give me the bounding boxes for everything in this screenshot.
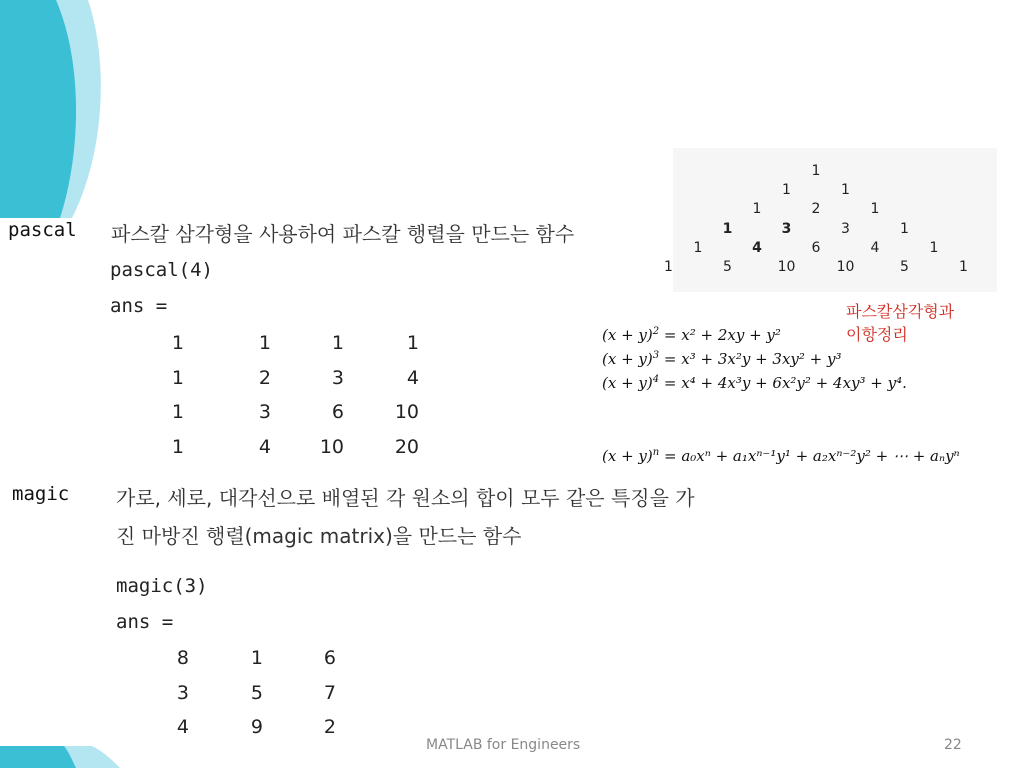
- matrix-cell: 10: [319, 435, 344, 458]
- matrix-cell: 1: [258, 332, 271, 355]
- triangle-number: 6: [811, 239, 821, 256]
- magic-description-line1: 가로, 세로, 대각선으로 배열된 각 원소의 합이 모두 같은 특징을 가: [116, 486, 695, 510]
- matrix-cell: 4: [258, 435, 271, 458]
- matrix-cell: 3: [258, 401, 271, 424]
- matrix-cell: 5: [250, 681, 263, 704]
- matrix-cell: 4: [176, 716, 189, 739]
- triangle-caption-line1: 파스칼삼각형과: [846, 302, 955, 321]
- matrix-row: [176, 641, 336, 676]
- footer-title: MATLAB for Engineers: [426, 737, 581, 753]
- triangle-number: 1: [929, 239, 939, 256]
- matrix-row: [170, 430, 419, 465]
- triangle-number: 1: [752, 201, 762, 218]
- pascal-call: pascal(4): [110, 259, 213, 281]
- triangle-number: 1: [959, 259, 968, 275]
- decorative-swoosh: [0, 0, 130, 230]
- triangle-number: 1: [811, 163, 821, 179]
- binomial-equation-3: [602, 350, 842, 368]
- matrix-row: [176, 676, 336, 711]
- pascal-ans-label: ans =: [110, 295, 168, 317]
- matrix-cell: 2: [258, 366, 271, 389]
- equation-lhs: (x + y): [602, 350, 653, 368]
- triangle-number: 1: [900, 220, 909, 237]
- matrix-cell: 1: [406, 332, 419, 355]
- matrix-cell: 3: [176, 681, 189, 704]
- triangle-number: 1: [841, 182, 850, 199]
- equation-rhs: = x³ + 3x²y + 3xy² + y³: [663, 350, 842, 368]
- equation-exponent: 4: [652, 374, 660, 385]
- pascal-description: 파스칼 삼각형을 사용하여 파스칼 행렬을 만드는 함수: [111, 222, 575, 246]
- matrix-row: [170, 361, 419, 396]
- page-number: 22: [944, 737, 962, 753]
- magic-description-line2: 진 마방진 행렬(magic matrix)을 만드는 함수: [116, 524, 522, 548]
- matrix-cell: 8: [176, 647, 189, 670]
- matrix-cell: 10: [394, 401, 419, 424]
- triangle-number: 1: [722, 220, 733, 237]
- equation-rhs: = x⁴ + 4x³y + 6x²y² + 4xy³ + y⁴.: [663, 374, 907, 392]
- matrix-cell: 20: [394, 435, 419, 458]
- matrix-cell: 1: [171, 332, 184, 355]
- matrix-cell: 7: [323, 681, 336, 704]
- pascal-function-name: pascal: [8, 219, 77, 241]
- triangle-number: 5: [900, 259, 909, 275]
- matrix-cell: 1: [171, 401, 184, 424]
- triangle-number: 1: [870, 201, 880, 218]
- equation-lhs: (x + y): [602, 326, 653, 344]
- matrix-row: [170, 326, 419, 361]
- triangle-number: 3: [841, 220, 850, 237]
- pascal-triangle-figure: [664, 148, 997, 292]
- triangle-number: 1: [693, 239, 703, 256]
- equation-exponent: 3: [652, 350, 660, 361]
- matrix-cell: 9: [250, 716, 263, 739]
- equation-lhs: (x + y): [602, 447, 653, 465]
- pascal-matrix: [170, 326, 419, 464]
- equation-exponent: n: [652, 447, 660, 458]
- matrix-cell: 6: [323, 647, 336, 670]
- equation-rhs: = a₀xⁿ + a₁xⁿ⁻¹y¹ + a₂xⁿ⁻²y² + ⋯ + aₙyⁿ: [663, 447, 960, 465]
- equation-lhs: (x + y): [602, 374, 653, 392]
- binomial-equation-2: [602, 326, 781, 344]
- matrix-cell: 1: [171, 435, 184, 458]
- matrix-cell: 1: [331, 332, 344, 355]
- binomial-equation-n: [602, 447, 960, 465]
- triangle-number: 1: [664, 259, 673, 275]
- binomial-equation-4: [602, 374, 907, 392]
- triangle-caption-line2: 이항정리: [846, 325, 908, 344]
- equation-rhs: = x² + 2xy + y²: [663, 326, 781, 344]
- matrix-row: [176, 710, 336, 745]
- triangle-caption: [846, 300, 954, 346]
- matrix-cell: 1: [250, 647, 263, 670]
- matrix-cell: 6: [331, 401, 344, 424]
- matrix-row: [170, 395, 419, 430]
- triangle-number: 10: [777, 259, 796, 275]
- matrix-cell: 1: [171, 366, 184, 389]
- magic-function-name: magic: [12, 483, 70, 505]
- triangle-number: 5: [723, 259, 732, 275]
- triangle-number: 10: [836, 259, 855, 275]
- triangle-number: 4: [752, 239, 762, 256]
- equation-exponent: 2: [652, 326, 660, 337]
- triangle-number: 1: [782, 182, 791, 199]
- matrix-cell: 3: [331, 366, 344, 389]
- matrix-cell: 2: [323, 716, 336, 739]
- triangle-number: 2: [811, 201, 821, 218]
- magic-matrix: [176, 641, 336, 745]
- triangle-number: 4: [870, 239, 880, 256]
- matrix-cell: 4: [406, 366, 419, 389]
- decorative-swoosh-bottom: [0, 742, 130, 768]
- triangle-number: 3: [781, 220, 792, 237]
- magic-ans-label: ans =: [116, 611, 174, 633]
- magic-call: magic(3): [116, 575, 208, 597]
